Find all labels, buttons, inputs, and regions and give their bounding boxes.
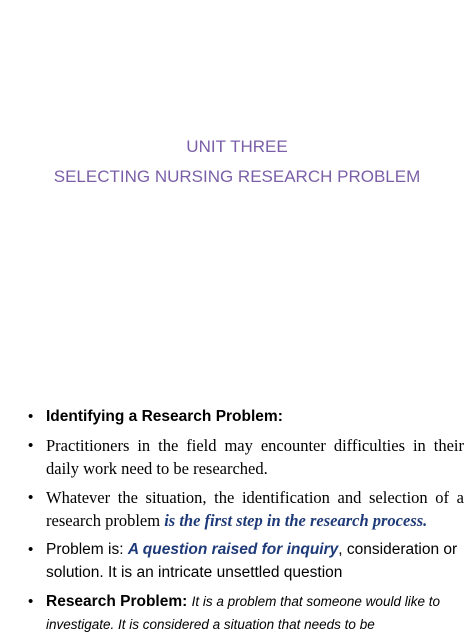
bullet-emphasis: is the first step in the research process. — [164, 511, 428, 530]
bullet-text: Practitioners in the field may encounter difficulties in their daily work need to be researched. — [46, 436, 464, 478]
bullet-icon: • — [28, 437, 34, 454]
bullet-lead: Problem is: — [46, 541, 128, 558]
bullet-lead: Research Problem: — [46, 593, 192, 610]
bullet-rest: , consideration or solution. It is an intricate unsettled question — [46, 541, 458, 581]
bullet-text — [46, 486, 464, 532]
slide-subtitle: SELECTING NURSING RESEARCH PROBLEM — [53, 167, 421, 186]
bullet-definition: It is a problem that someone would like to investigate. It is considered a situation that needs to be — [46, 594, 440, 632]
bullet-heading: Identifying a Research Problem: — [46, 408, 283, 425]
slide-title — [0, 132, 474, 192]
bullet-text-plain: Whatever the situation, the identification and selection of a research problem — [46, 488, 464, 530]
list-item — [28, 590, 464, 636]
list-item — [28, 486, 464, 532]
bullet-text — [46, 590, 464, 636]
bullet-icon: • — [28, 408, 34, 425]
list-item — [28, 405, 464, 428]
bullet-icon: • — [28, 541, 34, 558]
unit-title: UNIT THREE — [186, 137, 288, 156]
list-item — [28, 538, 464, 584]
bullet-emphasis: A question raised for inquiry — [127, 541, 339, 558]
bullet-icon: • — [28, 593, 34, 610]
bullet-list — [28, 405, 464, 642]
bullet-icon: • — [28, 489, 34, 506]
bullet-text — [46, 538, 464, 584]
list-item — [28, 434, 464, 480]
